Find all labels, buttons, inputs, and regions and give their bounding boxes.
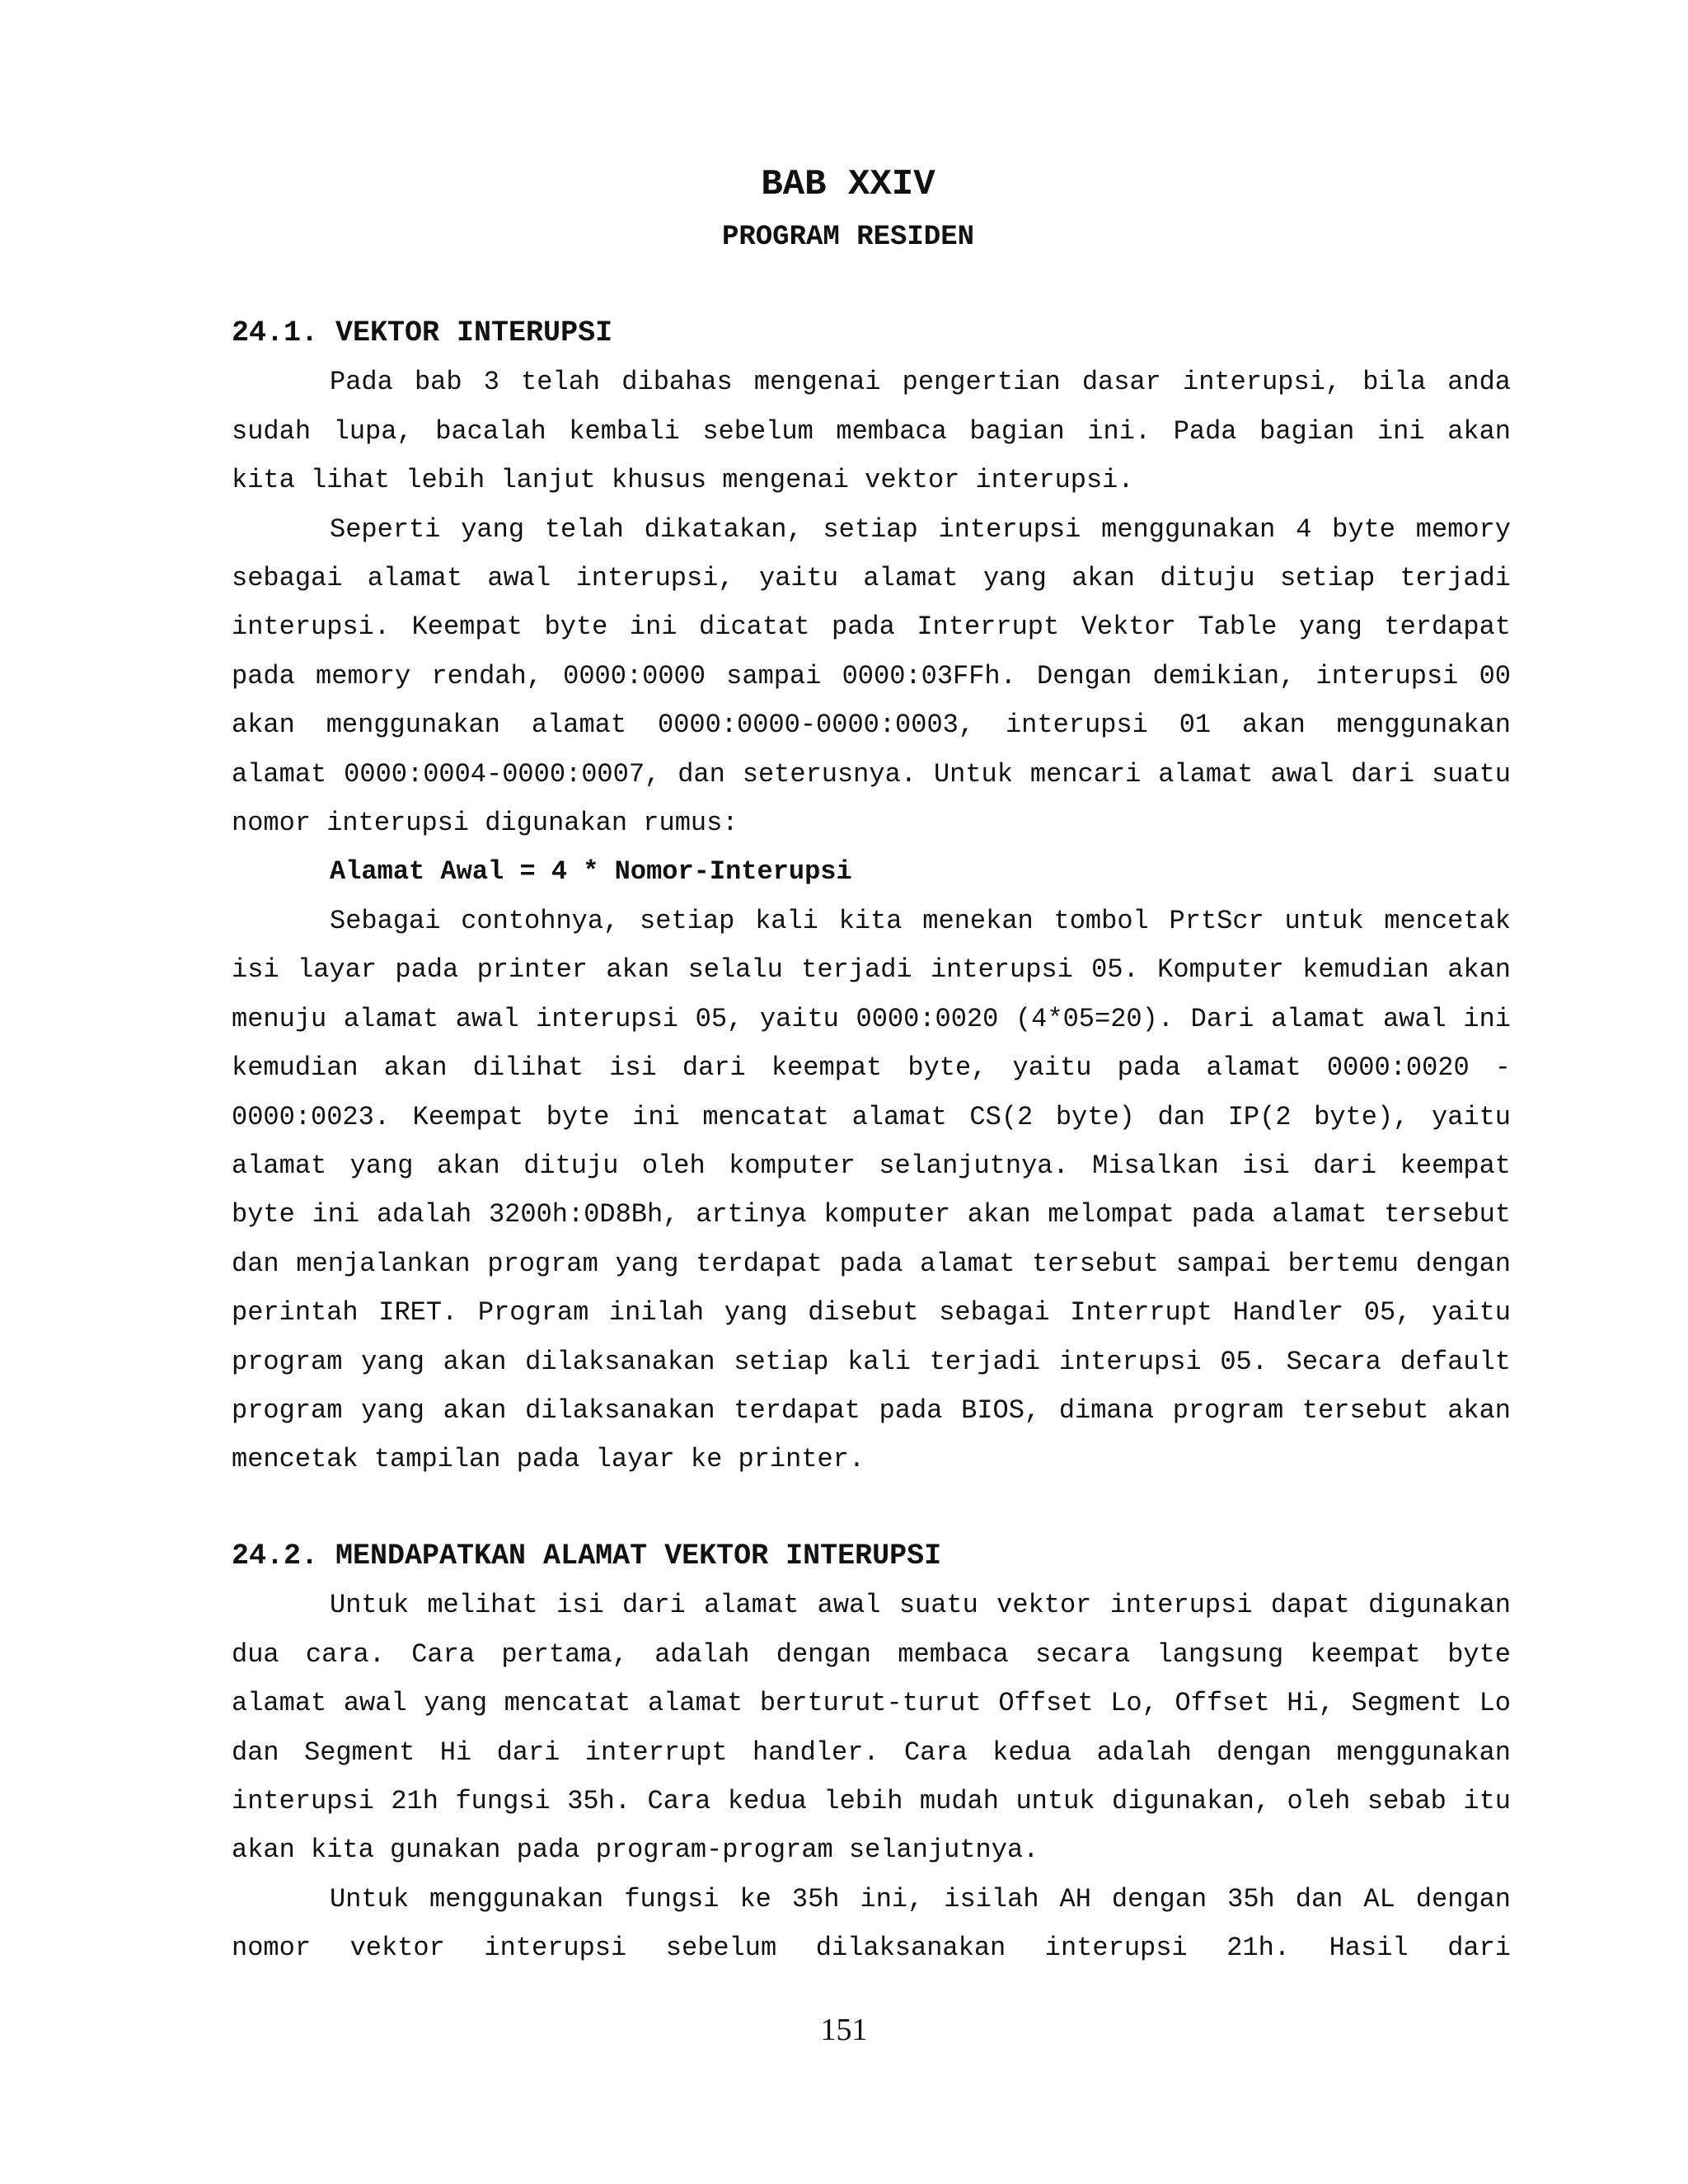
body-paragraph: Untuk melihat isi dari alamat awal suatu vektor interupsi dapat digunakan dua cara. Cara pertama, adalah dengan membaca secara langsung keempat byte alamat awal yang mencatat alamat berturut-turut Offset Lo, Offset Hi, Segment Lo dan Segment Hi dari interrupt handler. Cara kedua adalah dengan menggunakan interupsi 21h fungsi 35h. Cara kedua lebih mudah untuk digunakan, oleh sebab itu akan kita gunakan pada program-program selanjutnya. [232,1590,1511,1866]
body-paragraph: Pada bab 3 telah dibahas mengenai pengertian dasar interupsi, bila anda sudah lupa, bacalah kembali sebelum membaca bagian ini. Pada bagian ini akan kita lihat lebih lanjut khusus mengenai vektor interupsi. [232,367,1511,496]
formula: Alamat Awal = 4 * Nomor-Interupsi [330,856,852,888]
section-heading: 24.2. MENDAPATKAN ALAMAT VEKTOR INTERUPSI [232,1540,942,1572]
section-heading: 24.1. VEKTOR INTERUPSI [232,316,613,349]
chapter-title: PROGRAM RESIDEN [721,222,975,253]
page-number: 151 [820,2013,868,2047]
chapter-header [0,158,1688,260]
body-paragraph: Seperti yang telah dikatakan, setiap interupsi menggunakan 4 byte memory sebagai alamat awal interupsi, yaitu alamat yang akan dituju setiap terjadi interupsi. Keempat byte ini dicatat pada Interrupt Vektor Table yang terdapat pada memory rendah, 0000:0000 sampai 0000:03FFh. Dengan demikian, interupsi 00 akan menggunakan alamat 0000:0000-0000:0003, interupsi 01 akan menggunakan alamat 0000:0004-0000:0007, dan seterusnya. Untuk mencari alamat awal dari suatu nomor interupsi digunakan rumus: [232,513,1511,839]
body-paragraph: Sebagai contohnya, setiap kali kita menekan tombol PrtScr untuk mencetak isi layar pada printer akan selalu terjadi interupsi 05. Komputer kemudian akan menuju alamat awal interupsi 05, yaitu 0000:0020 (4*05=20). Dari alamat awal ini kemudian akan dilihat isi dari keempat byte, yaitu pada alamat 0000:0020 - 0000:0023. Keempat byte ini mencatat alamat CS(2 byte) dan IP(2 byte), yaitu alamat yang akan dituju oleh komputer selanjutnya. Misalkan isi dari keempat byte ini adalah 3200h:0D8Bh, artinya komputer akan melompat pada alamat tersebut dan menjalankan program yang terdapat pada alamat tersebut sampai bertemu dengan perintah IRET. Program inilah yang disebut sebagai Interrupt Handler 05, yaitu program yang akan dilaksanakan setiap kali terjadi interupsi 05. Secara default program yang akan dilaksanakan terdapat pada BIOS, dimana program tersebut akan mencetak tampilan pada layar ke printer. [232,905,1511,1475]
section-vektor-interupsi [232,309,1511,1484]
body-paragraph: Untuk menggunakan fungsi ke 35h ini, isilah AH dengan 35h dan AL dengan nomor vektor interupsi sebelum dilaksanakan interupsi 21h. Hasil dari [232,1883,1511,1964]
chapter-number: BAB XXIV [761,164,935,205]
section-mendapatkan-alamat [232,1532,1511,1973]
